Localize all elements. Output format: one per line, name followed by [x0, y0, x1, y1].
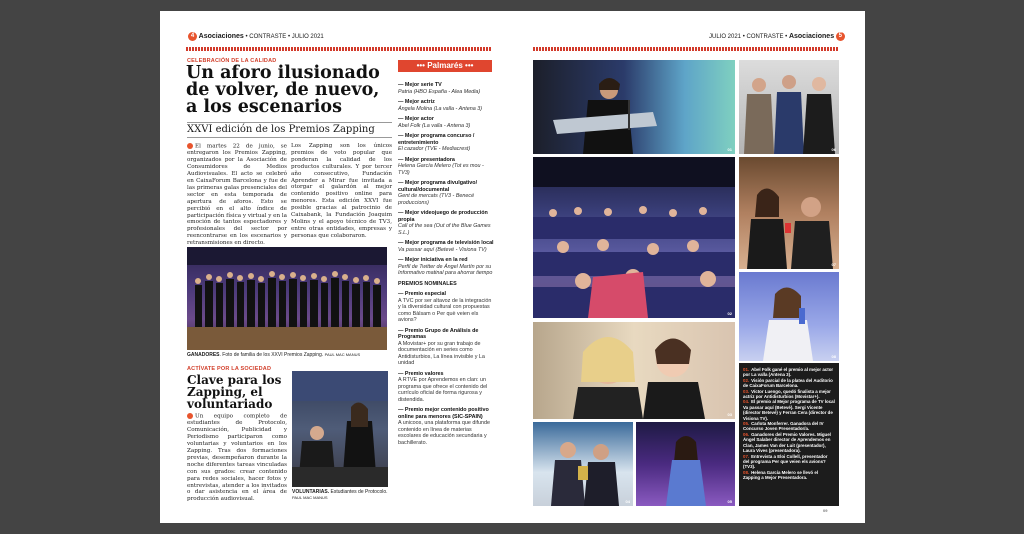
photo-number: 01: [727, 147, 732, 152]
paragraph-bullet-icon: [187, 413, 193, 419]
winners-group-photo: [187, 247, 387, 350]
legend-row: 08. Helena García Melero se llevó el Zapping a Mejor Presentadora.: [743, 469, 818, 481]
nominales-title: PREMIOS NOMINALES: [398, 280, 457, 287]
legend-row: 05. Carlota Monferrer. Ganadora del IV Concurso Joven Presentador/a.: [743, 421, 824, 432]
photo-speaker-podium: [533, 60, 735, 154]
header-rule: [533, 47, 839, 51]
photo-best-presenter: [739, 272, 839, 361]
award-item: — Mejor iniciativa en la red Perfil de Twitter de Ángel Martín por su Informativo matinal para ahorrar tiempo: [398, 257, 493, 276]
page-number-badge: 5: [836, 32, 845, 41]
nominal-award-item: — Premio valores A RTVE por Aprendemos en clan: un programa que ofrece el contenido del currículo oficial de forma rigurosa y distendida.: [398, 370, 488, 403]
legend-row: 02. Visión parcial de la platea del Auditorio de CaixaForum Barcelona.: [743, 377, 833, 389]
photo-number: 05: [727, 499, 732, 504]
magazine-spread: [160, 11, 865, 523]
ellipsis-icon: •••: [465, 61, 474, 70]
photo-number: 06: [831, 147, 836, 152]
palmares-title-box: ••• Palmarés •••: [398, 60, 492, 72]
separator-dot: •: [742, 34, 745, 41]
separator-dot: •: [245, 34, 248, 41]
photo-interview: [739, 157, 839, 269]
photo-number: 08: [831, 354, 836, 359]
volunteers-caption: VOLUNTARIAS. Estudiantes de Protocolo. PAUL MAC MANUS: [292, 489, 388, 500]
nominal-award-item: — Premio Grupo de Análisis de Programas A Movistar+ por su gran trabajo de documentación en series como Antidisturbios, La línea invisible y La unidad: [398, 327, 485, 366]
publication-label: CONTRASTE: [249, 34, 287, 41]
photo-two-women: [533, 322, 735, 419]
second-article-headline: Clave para los Zapping, el voluntariado: [187, 373, 282, 411]
separator-dot: •: [785, 34, 788, 41]
paragraph-bullet-icon: [187, 143, 193, 149]
header-rule: [186, 47, 492, 51]
volunteers-photo: [292, 371, 388, 487]
section-label: Asociaciones: [198, 33, 244, 41]
legend-row: 03. Víctor Luengo, quedó finalista a mejor actriz por Antidisturbios (Movistar+).: [743, 388, 831, 400]
photo-number: 07: [831, 262, 836, 267]
photo-number: 04: [625, 499, 630, 504]
award-item: — Mejor serie TV Patria (HBO España - Alea Media): [398, 82, 481, 95]
photo-captions-legend: [739, 363, 839, 506]
photo-young-presenter: [636, 422, 735, 506]
second-article-body: Un equipo completo de estudiantes de Protocolo, Comunicación, Publicidad y Periodismo participaron como voluntarias y voluntarios en los Zapping. Tras dos formaciones previas, desempeñaron durante la noche diferentes tareas vinculadas con sus grados: crear contenido para redes sociales, hacer fotos y entrevistas, atender a los invitados o dar asistencia en el área de producción audiovisual.: [187, 413, 287, 503]
photo-number: 03: [727, 412, 732, 417]
palmares-list: [398, 82, 494, 450]
legend-row: 01. Abel Folk gané el premio al mejor actor por La valla (Antena 3).: [743, 367, 834, 378]
article-column-1: El martes 22 de junio, se entregaron los Premios Zapping, organizados por la Asociación de Consumidores de Medios Audiovisuales. El acto se celebró en CaixaForum Barcelona y fue de las primeras galas presenciales del sector en esta temporada de apertura de aforos. Esto se percibió en el alto índice de participación física y virtual y en la emoción de tantos espectadores y profesionales del sector por reencontrarse en los escenarios y retransmisiones en directo.: [187, 143, 287, 247]
article-headline: Un aforo ilusionado de volver, de nuevo, a los escenarios: [186, 63, 380, 117]
group-photo-caption: GANADORES. Foto de familia de los XXVI Premios Zapping. PAUL MAC MANUS: [187, 352, 361, 358]
article-subhead: XXVI edición de los Premios Zapping: [187, 122, 392, 138]
second-article-kicker: ACTÍVATE POR LA SOCIEDAD: [187, 366, 272, 372]
nominal-award-item: — Premio mejor contenido positivo online para menores (SIC-SPAIN) A unicoos, una plataforma que difunde contenido en línea de materias escolares de educación secundaria y bachillerato.: [398, 407, 491, 446]
ellipsis-icon: •••: [416, 61, 425, 70]
photo-values-winners: [739, 60, 839, 154]
left-page-header: [188, 32, 324, 41]
photo-audience: [533, 157, 735, 318]
publication-label: CONTRASTE: [746, 34, 784, 41]
award-item: — Mejor programa de televisión local Va passar aquí (Betevé - Visiona TV): [398, 240, 494, 253]
award-item: — Mejor actor Abel Folk (La valla - Antena 3): [398, 116, 471, 129]
legend-row: 04. El premio al Mejor programa de TV local Va passar aquí (Betevé). Sergi Vicente (director Betevé) y Ferran Cera (director de Visiona TV).: [743, 399, 835, 421]
photo-award-men: [533, 422, 633, 506]
award-item: — Mejor actriz Ángela Molina (La valla - Antena 3): [398, 99, 483, 112]
right-page-header: [709, 32, 845, 41]
award-item: — Mejor programa divulgativo/ cultural/documental Gent de mercats (TV3 - Benecé produccions): [398, 180, 478, 206]
issue-date: JULIO 2021: [709, 34, 742, 41]
nominal-award-item: — Premio especial A TVC por ser altavoz de la integración y la diversidad cultural con propuestas como Bàlsam o Per què veien els avions?: [398, 291, 492, 323]
legend-row: 07. Entrevista a Eloi Collell, presentador del programa Per que veien els avions? (TV3).: [743, 453, 828, 470]
award-item: — Mejor presentadora Helena García Melero (Tot es mou - TV3): [398, 156, 484, 176]
photo-number: 02: [727, 311, 732, 316]
article-column-2: Los Zapping son los únicos premios de voto popular que ponderan la calidad de los productos culturales. Y por tercer año consecutivo, Fundación Aprender a Mirar fue invitada a otorgar el galardón al mejor contenido positivo online para menores. Esta edición XXVI fue posible gracias al patrocinio de Caixabank, la Fundación Joaquim Molins y el apoyo técnico de TV3, entre otras entidades, empresas y personas que colaboraron.: [291, 143, 392, 239]
page-number-badge: 4: [188, 32, 197, 41]
issue-date: JULIO 2021: [291, 34, 324, 41]
separator-dot: •: [287, 34, 291, 41]
section-label: Asociaciones: [788, 33, 835, 41]
award-item: — Mejor videojuego de producción propia Call of the sea (Out of the Blue Games S.L.): [398, 210, 491, 236]
photo-number: 09: [823, 508, 828, 513]
legend-row: 06. Ganadores del Premio Valores. Miguel Ángel Salaber director de Aprendemos en Clan, James Van der Luit (presentador), Laura Vives (presentadora).: [743, 431, 831, 454]
article-kicker: CELEBRACIÓN DE LA CALIDAD: [187, 58, 277, 64]
award-item: — Mejor programa concurso / entretenimiento El cazador (TVE - Mediacrest): [398, 133, 475, 152]
